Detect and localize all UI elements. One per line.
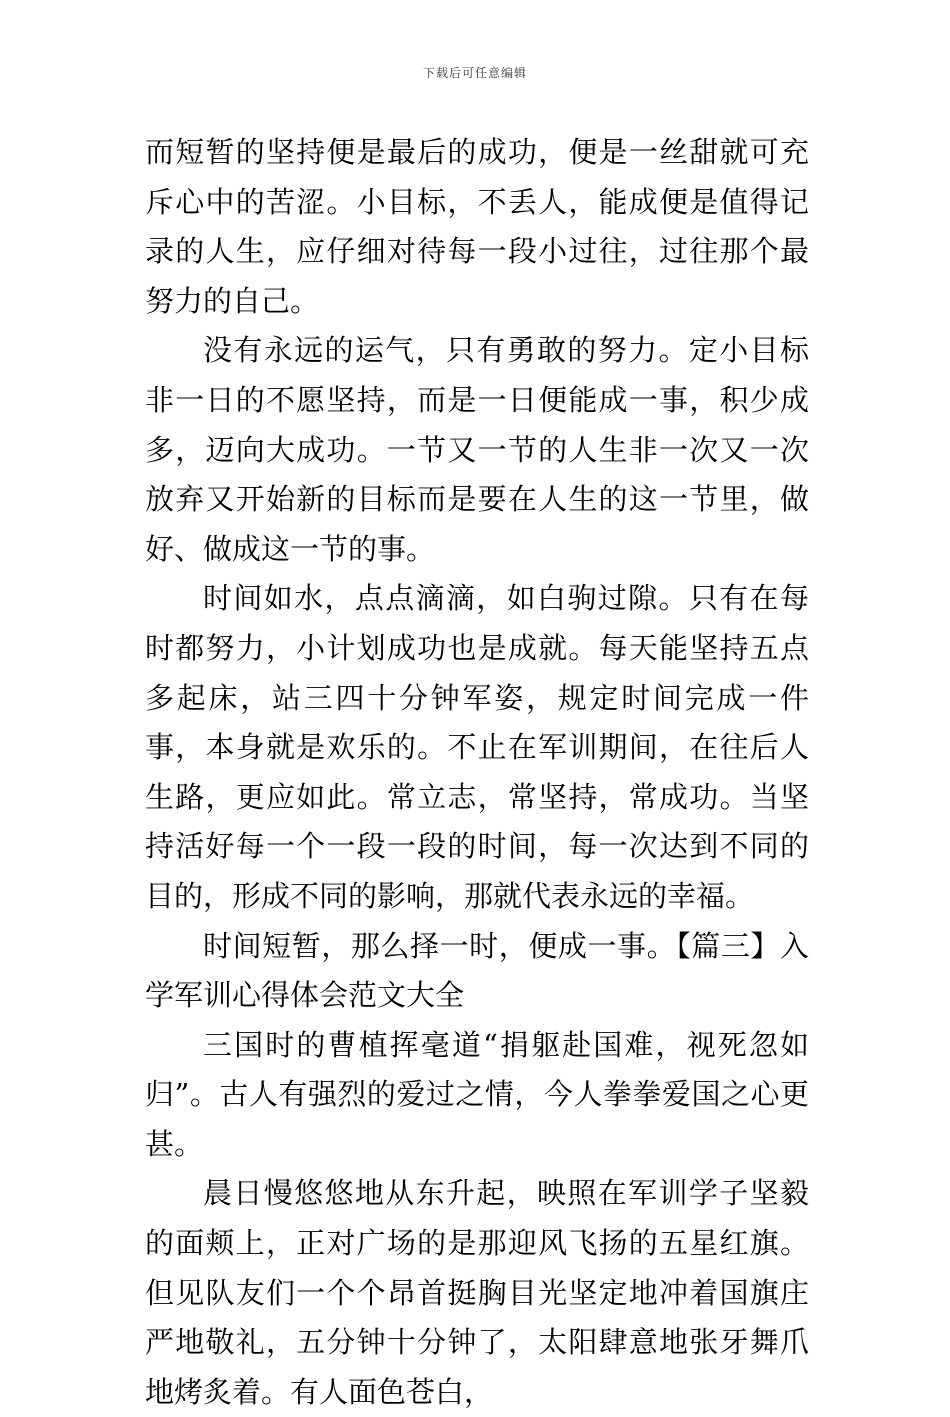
paragraph-3: 时间如水，点点滴滴，如白驹过隙。只有在每时都努力，小计划成功也是成就。每天能坚持五点多起床，站三四十分钟军姿，规定时间完成一件事，本身就是欢乐的。不止在军训期间，在往后人生路，更应如此。常立志，常坚持，常成功。当坚持活好每一个一段一段的时间，每一次达到不同的目的，形成不同的影响，那就代表永远的幸福。 [145,581,809,913]
paragraph-1: 而短暂的坚持便是最后的成功，便是一丝甜就可充斥心中的苦涩。小目标，不丢人，能成便是值得记录的人生，应仔细对待每一段小过往，过往那个最努力的自己。 [145,135,809,318]
paragraph-4: 时间短暂，那么择一时，便成一事。【篇三】入学军训心得体会范文大全 [145,928,809,1013]
paragraph-2: 没有永远的运气，只有勇敢的努力。定小目标非一日的不愿坚持，而是一日便能成一事，积少成多，迈向大成功。一节又一节的人生非一次又一次放弃又开始新的目标而是要在人生的这一节里，做好、做成这一节的事。 [145,333,809,566]
document-body [145,128,809,1417]
paragraph-5: 三国时的曹植挥毫道“捐躯赴国难，视死忽如归”。古人有强烈的爱过之情，今人拳拳爱国之心更甚。 [145,1027,809,1161]
page-header: 下载后可任意编辑 [422,66,527,80]
paragraph-6: 晨日慢悠悠地从东升起，映照在军训学子坚毅的面颊上，正对广场的是那迎风飞扬的五星红旗。但见队友们一个个昂首挺胸目光坚定地冲着国旗庄严地敬礼，五分钟十分钟了，太阳肆意地张牙舞爪地烤炙着。有人面色苍白， [145,1176,809,1409]
